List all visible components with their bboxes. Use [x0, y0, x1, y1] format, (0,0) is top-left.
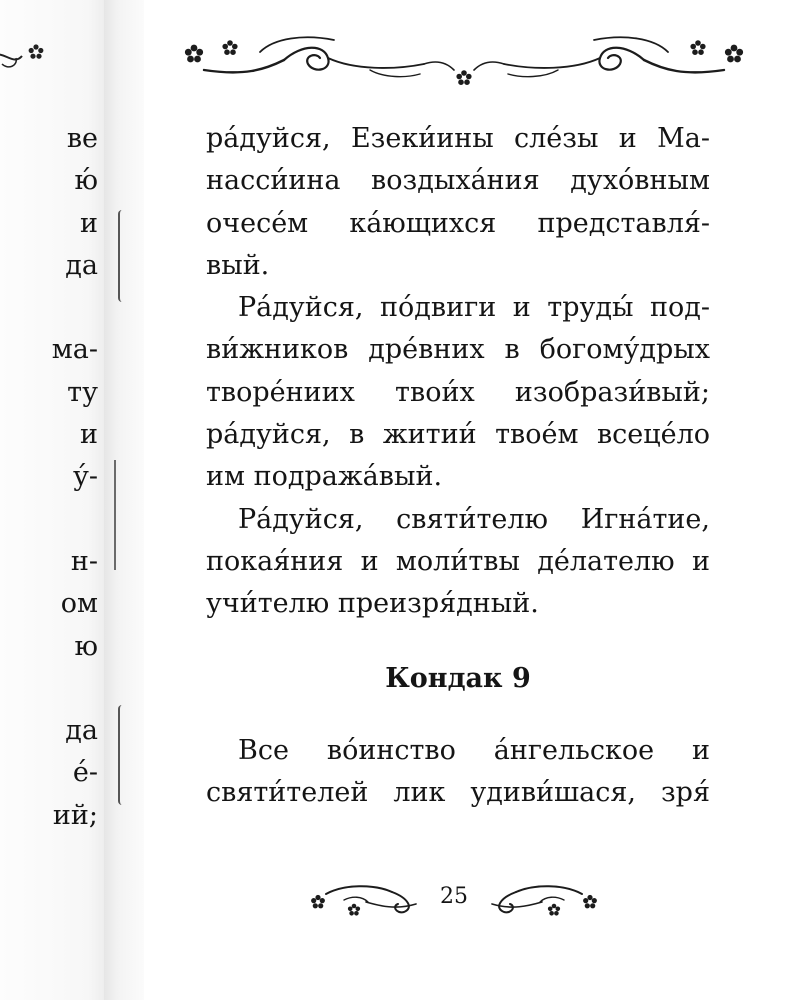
- page-footer: [304, 876, 604, 922]
- left-line: н-: [70, 545, 98, 577]
- text-line: насси́ина воздыха́ния духо́вным: [206, 165, 710, 197]
- text-line: творе́ниих твои́х изобрази́вый;: [206, 376, 710, 408]
- page-number: 25: [440, 884, 468, 909]
- paragraph: [206, 499, 710, 626]
- paragraph: [206, 287, 710, 498]
- staple: [118, 210, 128, 302]
- paragraph: [206, 730, 710, 815]
- left-line: да: [65, 249, 98, 281]
- section-heading: Кондак 9: [385, 662, 531, 694]
- left-line: ве: [66, 123, 98, 154]
- left-line: ма-: [51, 334, 98, 366]
- left-line: ю́: [74, 165, 98, 197]
- text-line: вый.: [206, 249, 270, 281]
- flourish-ornament-icon: [0, 34, 58, 74]
- text-line: ви́жников дре́вних в богому́дрых: [206, 334, 710, 366]
- left-line: да: [65, 715, 98, 747]
- text-line: святи́телей лик удиви́шася, зря́: [206, 777, 710, 809]
- left-line: е́-: [72, 757, 98, 789]
- binding-gutter: [104, 0, 144, 1000]
- left-line: ю: [74, 630, 98, 662]
- left-line: [38, 287, 98, 329]
- paragraph: [206, 118, 710, 287]
- text-line: очесе́м ка́ющихся представля́-: [206, 207, 710, 239]
- page-text: [206, 118, 710, 814]
- left-page-text: [38, 118, 98, 837]
- left-line: ом: [60, 588, 98, 620]
- staple: [118, 705, 128, 805]
- text-line: ра́дуйся, в житии́ твое́м всеце́ло: [206, 419, 710, 451]
- page-crease: [114, 460, 116, 570]
- text-line: учи́телю преизря́дный.: [206, 588, 539, 620]
- left-line: ту: [67, 376, 98, 408]
- left-page: [0, 0, 104, 1000]
- left-line: ий;: [52, 799, 98, 831]
- footer-right-flourish-icon: [478, 876, 604, 922]
- text-line: Ра́дуйся, по́двиги и труды́ под-: [238, 292, 710, 324]
- text-line: им подража́вый.: [206, 461, 443, 493]
- footer-left-flourish-icon: [304, 876, 430, 922]
- text-line: ра́дуйся, Езеки́ины сле́зы и Ма-: [206, 123, 710, 154]
- left-line: [38, 499, 98, 541]
- text-line: Все во́инство а́нгельское и: [238, 734, 710, 766]
- header-flourish-ornament-icon: [174, 30, 754, 88]
- text-line: Ра́дуйся, святи́телю Игна́тие,: [238, 503, 710, 535]
- text-line: покая́ния и моли́твы де́лателю и: [206, 545, 710, 577]
- right-page: [144, 0, 800, 1000]
- left-line: у́-: [72, 461, 98, 493]
- left-line: [38, 668, 98, 710]
- left-line: и: [80, 419, 98, 451]
- left-line: и: [80, 207, 98, 239]
